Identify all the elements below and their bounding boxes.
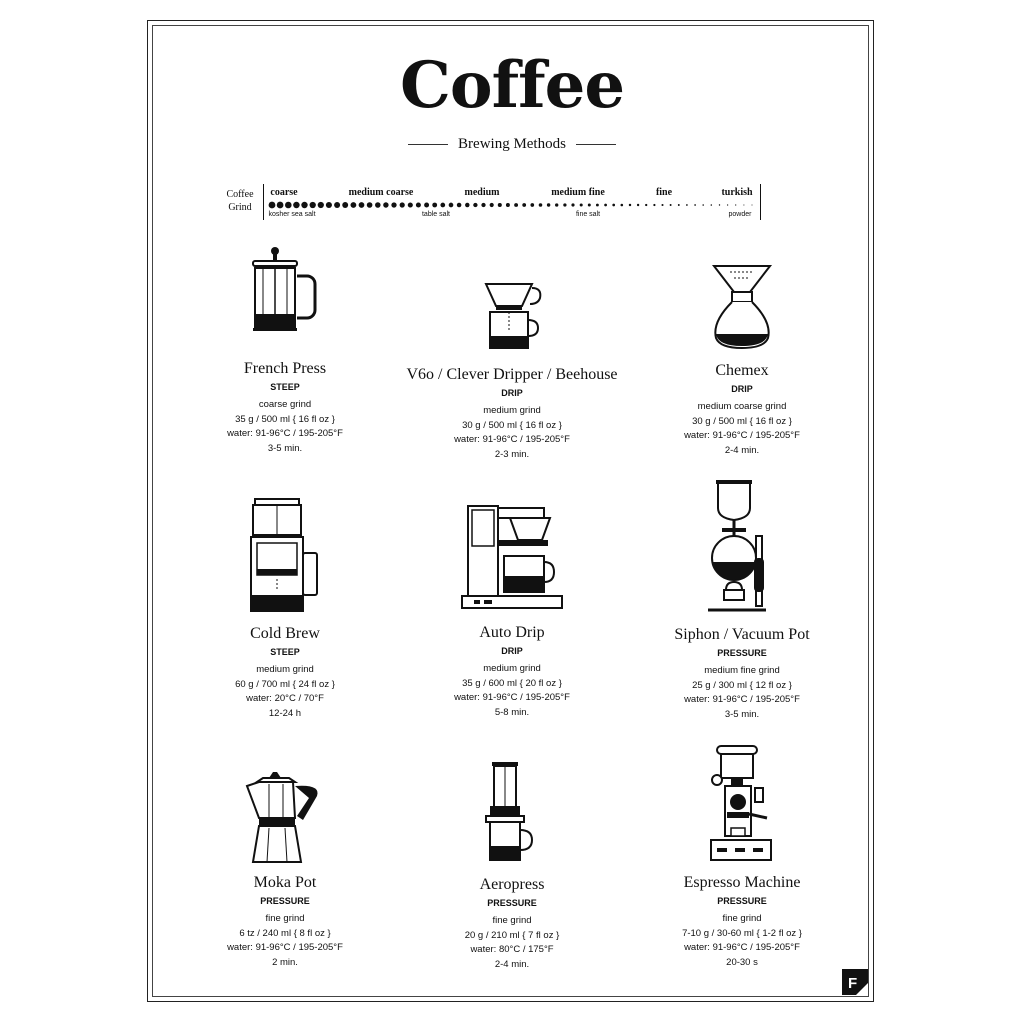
method-card <box>612 478 872 722</box>
grind-dot <box>530 203 534 207</box>
grind-dot <box>432 203 437 208</box>
grind-dot <box>400 202 405 207</box>
method-time: 2-4 min. <box>724 444 760 456</box>
grind-dot <box>285 202 292 209</box>
method-type: DRIP <box>501 388 523 398</box>
siphon-icon <box>704 478 780 616</box>
grind-dot <box>481 203 485 207</box>
grind-dot <box>604 204 607 207</box>
grind-dot <box>277 202 284 209</box>
espresso-machine-icon <box>707 744 777 864</box>
grind-dot <box>375 202 381 208</box>
method-type: DRIP <box>731 384 753 394</box>
grind-ref-kosher-salt: kosher sea salt <box>268 211 316 218</box>
method-card <box>382 280 642 462</box>
method-ratio: 6 tz / 240 ml { 8 fl oz } <box>239 927 331 939</box>
grind-dot <box>457 203 462 208</box>
method-water: water: 20°C / 70°F <box>246 693 324 704</box>
method-card <box>155 246 415 456</box>
subtitle-row <box>0 136 1024 153</box>
grind-dot <box>711 204 713 206</box>
method-ratio: 35 g / 500 ml { 16 fl oz } <box>235 413 335 425</box>
grind-dot <box>621 204 624 207</box>
grind-dot <box>645 204 647 206</box>
method-ratio: 25 g / 300 ml { 12 fl oz } <box>692 679 792 691</box>
method-name: Aeropress <box>479 876 545 893</box>
method-water: water: 91-96°C / 195-205°F <box>684 694 800 705</box>
grind-scale <box>222 184 767 224</box>
method-name: Moka Pot <box>253 874 317 891</box>
method-ratio: 35 g / 600 ml { 20 fl oz } <box>462 677 562 689</box>
method-type: STEEP <box>270 382 300 392</box>
method-name: Cold Brew <box>250 625 320 642</box>
grind-dot <box>670 204 672 206</box>
grind-dot <box>449 203 454 208</box>
method-name: French Press <box>243 360 327 377</box>
grind-dot <box>416 202 421 207</box>
grind-dot <box>580 203 583 206</box>
method-grind: medium grind <box>483 405 541 416</box>
grind-dot <box>588 204 591 207</box>
method-name: Siphon / Vacuum Pot <box>674 626 810 643</box>
grind-dot <box>514 203 518 207</box>
method-type: PRESSURE <box>717 648 767 658</box>
method-grind: coarse grind <box>258 399 312 410</box>
grind-dot <box>547 203 550 206</box>
method-type: STEEP <box>270 647 300 657</box>
grind-dot <box>391 202 396 207</box>
grind-level-fine: fine <box>655 187 673 198</box>
method-grind: fine grind <box>722 913 762 924</box>
brand-letter: F <box>848 975 858 992</box>
grind-dot <box>678 204 680 206</box>
grind-dot <box>522 203 526 207</box>
grind-dot <box>752 205 753 206</box>
method-water: water: 80°C / 175°F <box>470 944 554 955</box>
grind-dot <box>694 204 696 206</box>
grind-dot <box>293 202 300 209</box>
grind-dot <box>498 203 502 207</box>
auto-drip-machine-icon <box>460 500 564 612</box>
grind-level-turkish: turkish <box>721 187 753 198</box>
grind-scale-left-bar <box>263 184 264 220</box>
method-ratio: 30 g / 500 ml { 16 fl oz } <box>462 419 562 431</box>
grind-ref-table-salt: table salt <box>421 211 451 218</box>
pour-over-dripper-icon <box>482 280 542 352</box>
method-grind: medium grind <box>483 663 541 674</box>
grind-dot <box>465 203 469 207</box>
method-water: water: 91-96°C / 195-205°F <box>454 434 570 445</box>
grind-dot <box>629 204 631 206</box>
grind-dot <box>506 203 510 207</box>
method-name: Auto Drip <box>479 624 545 641</box>
method-ratio: 20 g / 210 ml { 7 fl oz } <box>464 929 560 941</box>
grind-dot <box>686 204 688 206</box>
grind-dot <box>440 203 445 208</box>
grind-dot <box>612 204 615 207</box>
method-grind: medium grind <box>256 664 314 675</box>
grind-dot <box>539 203 543 207</box>
method-card <box>155 497 415 721</box>
grind-level-coarse: coarse <box>270 187 298 198</box>
method-water: water: 91-96°C / 195-205°F <box>227 942 343 953</box>
grind-dot <box>490 203 494 207</box>
method-grind: medium coarse grind <box>697 401 787 412</box>
poster-title: Coffee <box>399 48 625 123</box>
method-card <box>155 770 415 970</box>
grind-dot <box>719 204 720 205</box>
grind-ref-powder: powder <box>728 211 752 218</box>
grind-dot <box>571 203 574 206</box>
grind-dot-gradient <box>268 200 756 210</box>
method-ratio: 7-10 g / 30-60 ml { 1-2 fl oz } <box>682 927 802 939</box>
method-name: Espresso Machine <box>683 874 801 891</box>
grind-dot <box>367 202 373 208</box>
method-time: 3-5 min. <box>724 708 760 720</box>
grind-dot <box>563 203 566 206</box>
grind-dot <box>735 204 736 205</box>
method-card <box>382 760 642 972</box>
grind-dot <box>326 202 332 208</box>
grind-dot <box>350 202 356 208</box>
grind-dot <box>555 203 558 206</box>
subtitle-rule-right <box>576 144 616 145</box>
method-time: 3-5 min. <box>267 442 303 454</box>
method-type: PRESSURE <box>260 896 310 906</box>
grind-dot <box>596 204 599 207</box>
grind-level-medium-coarse: medium coarse <box>348 187 414 198</box>
method-water: water: 91-96°C / 195-205°F <box>684 430 800 441</box>
poster-subtitle: Brewing Methods <box>458 136 566 152</box>
method-time: 2 min. <box>272 956 298 968</box>
grind-dot <box>318 202 324 208</box>
method-card <box>612 262 872 458</box>
method-time: 20-30 s <box>726 956 758 968</box>
grind-dot <box>359 202 365 208</box>
brand-logo <box>842 969 868 995</box>
method-ratio: 60 g / 700 ml { 24 fl oz } <box>235 678 335 690</box>
grind-dot <box>661 204 663 206</box>
grind-level-medium: medium <box>464 187 500 198</box>
grind-dot <box>702 204 704 206</box>
method-time: 12-24 h <box>268 707 302 719</box>
method-name: V6o / Clever Dripper / Beehouse <box>406 366 618 383</box>
grind-dot <box>383 202 388 207</box>
aeropress-icon <box>484 760 540 864</box>
grind-dot <box>637 204 639 206</box>
french-press-icon <box>249 246 321 332</box>
grind-dot <box>342 202 348 208</box>
method-water: water: 91-96°C / 195-205°F <box>684 942 800 953</box>
moka-pot-icon <box>245 770 325 864</box>
grind-dot <box>301 202 307 208</box>
method-time: 2-3 min. <box>494 448 530 460</box>
method-grind: fine grind <box>265 913 305 924</box>
cold-brew-icon <box>247 497 323 613</box>
grind-ref-fine-salt: fine salt <box>575 211 601 218</box>
method-time: 2-4 min. <box>494 958 530 970</box>
chemex-icon <box>710 262 774 352</box>
method-grind: fine grind <box>492 915 532 926</box>
method-water: water: 91-96°C / 195-205°F <box>454 692 570 703</box>
method-card <box>382 500 642 720</box>
method-card <box>612 744 872 970</box>
grind-dot <box>408 202 413 207</box>
grind-dot <box>334 202 340 208</box>
grind-dot <box>653 204 655 206</box>
grind-dot <box>269 202 276 209</box>
method-type: PRESSURE <box>487 898 537 908</box>
method-time: 5-8 min. <box>494 706 530 718</box>
grind-dot <box>743 204 744 205</box>
grind-level-medium-fine: medium fine <box>551 187 605 198</box>
method-type: DRIP <box>501 646 523 656</box>
grind-dot <box>424 203 429 208</box>
grind-dot <box>727 204 728 205</box>
method-water: water: 91-96°C / 195-205°F <box>227 428 343 439</box>
subtitle-rule-left <box>408 144 448 145</box>
grind-dot <box>473 203 477 207</box>
grind-scale-title: Coffee Grind <box>226 189 254 213</box>
grind-dot <box>310 202 316 208</box>
method-ratio: 30 g / 500 ml { 16 fl oz } <box>692 415 792 427</box>
method-type: PRESSURE <box>717 896 767 906</box>
grind-scale-right-bar <box>760 184 761 220</box>
method-name: Chemex <box>715 362 769 379</box>
method-grind: medium fine grind <box>704 665 780 676</box>
